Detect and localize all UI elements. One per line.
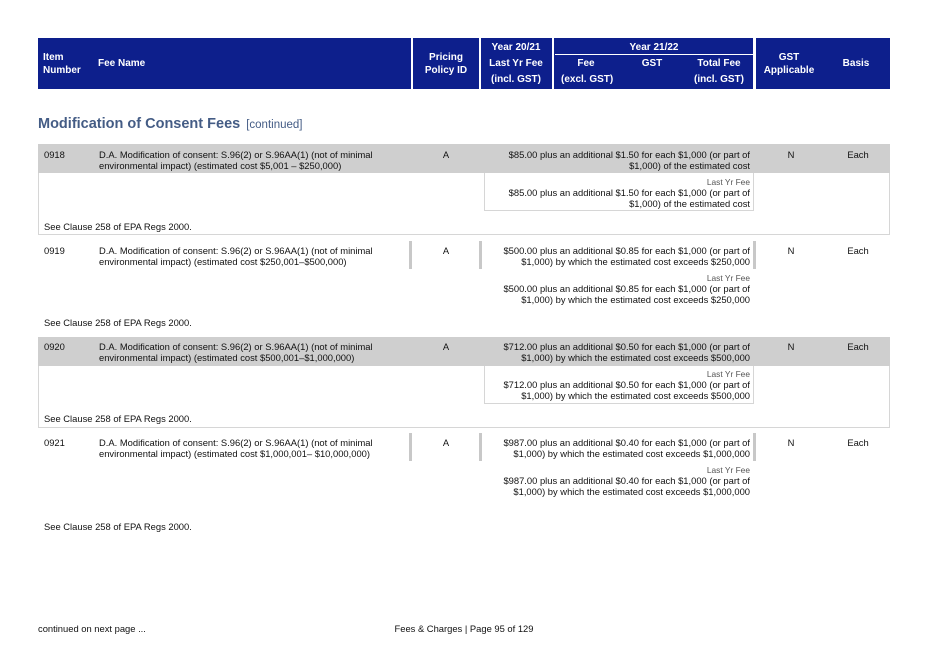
header-total-fee: Total Fee: [697, 58, 741, 69]
header-pricing-block: [413, 38, 479, 89]
last-yr-fee-value: $712.00 plus an additional $0.50 for each $1,000 (or part of $1,000) by which the estimated cost exceeds $500,000: [503, 379, 750, 401]
basis: Each: [847, 149, 869, 160]
item-number: 0919: [44, 245, 65, 256]
fee-value: $85.00 plus an additional $1.50 for each $1,000 (or part of $1,000) of the estimated cost: [508, 149, 750, 171]
header-item-number: Item Number: [43, 52, 81, 76]
gst-applicable: N: [787, 341, 795, 352]
header-year-prev: Year 20/21: [491, 42, 541, 53]
header-pricing-policy: Pricing Policy ID: [424, 52, 468, 76]
header-year-curr: Year 21/22: [629, 42, 679, 53]
clause-reference: See Clause 258 of EPA Regs 2000.: [44, 221, 192, 232]
last-yr-fee-value: $85.00 plus an additional $1.50 for each $1,000 (or part of $1,000) of the estimated cost: [508, 187, 750, 209]
pricing-policy-id: A: [442, 149, 450, 160]
fee-value: $500.00 plus an additional $0.85 for each $1,000 (or part of $1,000) by which the estimated cost exceeds $250,000: [503, 245, 750, 267]
header-basis: Basis: [842, 58, 870, 69]
fee-name: D.A. Modification of consent: S.96(2) or S.96AA(1) (not of minimal environmental impact) (estimated cost $500,001–$1,000,000): [99, 341, 373, 363]
pricing-policy-id: A: [442, 341, 450, 352]
fee-value: $712.00 plus an additional $0.50 for each $1,000 (or part of $1,000) by which the estimated cost exceeds $500,000: [503, 341, 750, 363]
last-yr-fee-value: $987.00 plus an additional $0.40 for each $1,000 (or part of $1,000) by which the estimated cost exceeds $1,000,000: [503, 475, 750, 497]
continued-note: continued on next page ...: [38, 623, 146, 634]
header-incl-gst-1: (incl. GST): [491, 74, 541, 85]
gst-applicable: N: [787, 149, 795, 160]
header-last-yr-fee: Last Yr Fee: [489, 58, 543, 69]
header-divider: [552, 38, 554, 89]
header-gst-applicable: GST Applicable: [763, 52, 815, 76]
header-year-underline: [555, 54, 753, 55]
column-divider: [409, 433, 412, 461]
header-fees-block: [481, 38, 753, 89]
item-number: 0920: [44, 341, 65, 352]
last-yr-fee-value: $500.00 plus an additional $0.85 for each $1,000 (or part of $1,000) by which the estimated cost exceeds $250,000: [503, 283, 750, 305]
column-divider: [479, 433, 482, 461]
last-yr-fee-label: Last Yr Fee: [706, 465, 750, 475]
page-footer: Fees & Charges | Page 95 of 129: [394, 623, 534, 634]
header-excl-gst: (excl. GST): [561, 74, 614, 85]
pricing-policy-id: A: [442, 245, 450, 256]
header-fee-name: Fee Name: [98, 58, 146, 69]
clause-reference: See Clause 258 of EPA Regs 2000.: [44, 317, 192, 328]
gst-applicable: N: [787, 437, 795, 448]
header-gst: GST: [641, 58, 663, 69]
pricing-policy-id: A: [442, 437, 450, 448]
header-incl-gst-2: (incl. GST): [694, 74, 744, 85]
last-yr-fee-label: Last Yr Fee: [706, 273, 750, 283]
header-fee: Fee: [577, 58, 595, 69]
clause-reference: See Clause 258 of EPA Regs 2000.: [44, 413, 192, 424]
fee-name: D.A. Modification of consent: S.96(2) or S.96AA(1) (not of minimal environmental impact) (estimated cost $5,001 – $250,000): [99, 149, 373, 171]
item-number: 0918: [44, 149, 65, 160]
last-yr-fee-label: Last Yr Fee: [706, 177, 750, 187]
last-yr-fee-label: Last Yr Fee: [706, 369, 750, 379]
section-continued: [continued]: [246, 119, 303, 131]
section-title: [38, 116, 302, 132]
header-gst-basis-block: [756, 38, 890, 89]
basis: Each: [847, 245, 869, 256]
fee-name: D.A. Modification of consent: S.96(2) or S.96AA(1) (not of minimal environmental impact) (estimated cost $250,001–$500,000): [99, 245, 373, 267]
clause-reference: See Clause 258 of EPA Regs 2000.: [44, 521, 192, 532]
basis: Each: [847, 341, 869, 352]
fee-name: D.A. Modification of consent: S.96(2) or S.96AA(1) (not of minimal environmental impact) (estimated cost $1,000,001– $10,000,000): [99, 437, 373, 459]
column-divider: [409, 241, 412, 269]
header-item-fee-block: [38, 38, 411, 89]
section-title-text: Modification of Consent Fees: [38, 116, 241, 132]
basis: Each: [847, 437, 869, 448]
column-divider: [479, 241, 482, 269]
gst-applicable: N: [787, 245, 795, 256]
item-number: 0921: [44, 437, 65, 448]
fee-value: $987.00 plus an additional $0.40 for each $1,000 (or part of $1,000) by which the estimated cost exceeds $1,000,000: [503, 437, 750, 459]
